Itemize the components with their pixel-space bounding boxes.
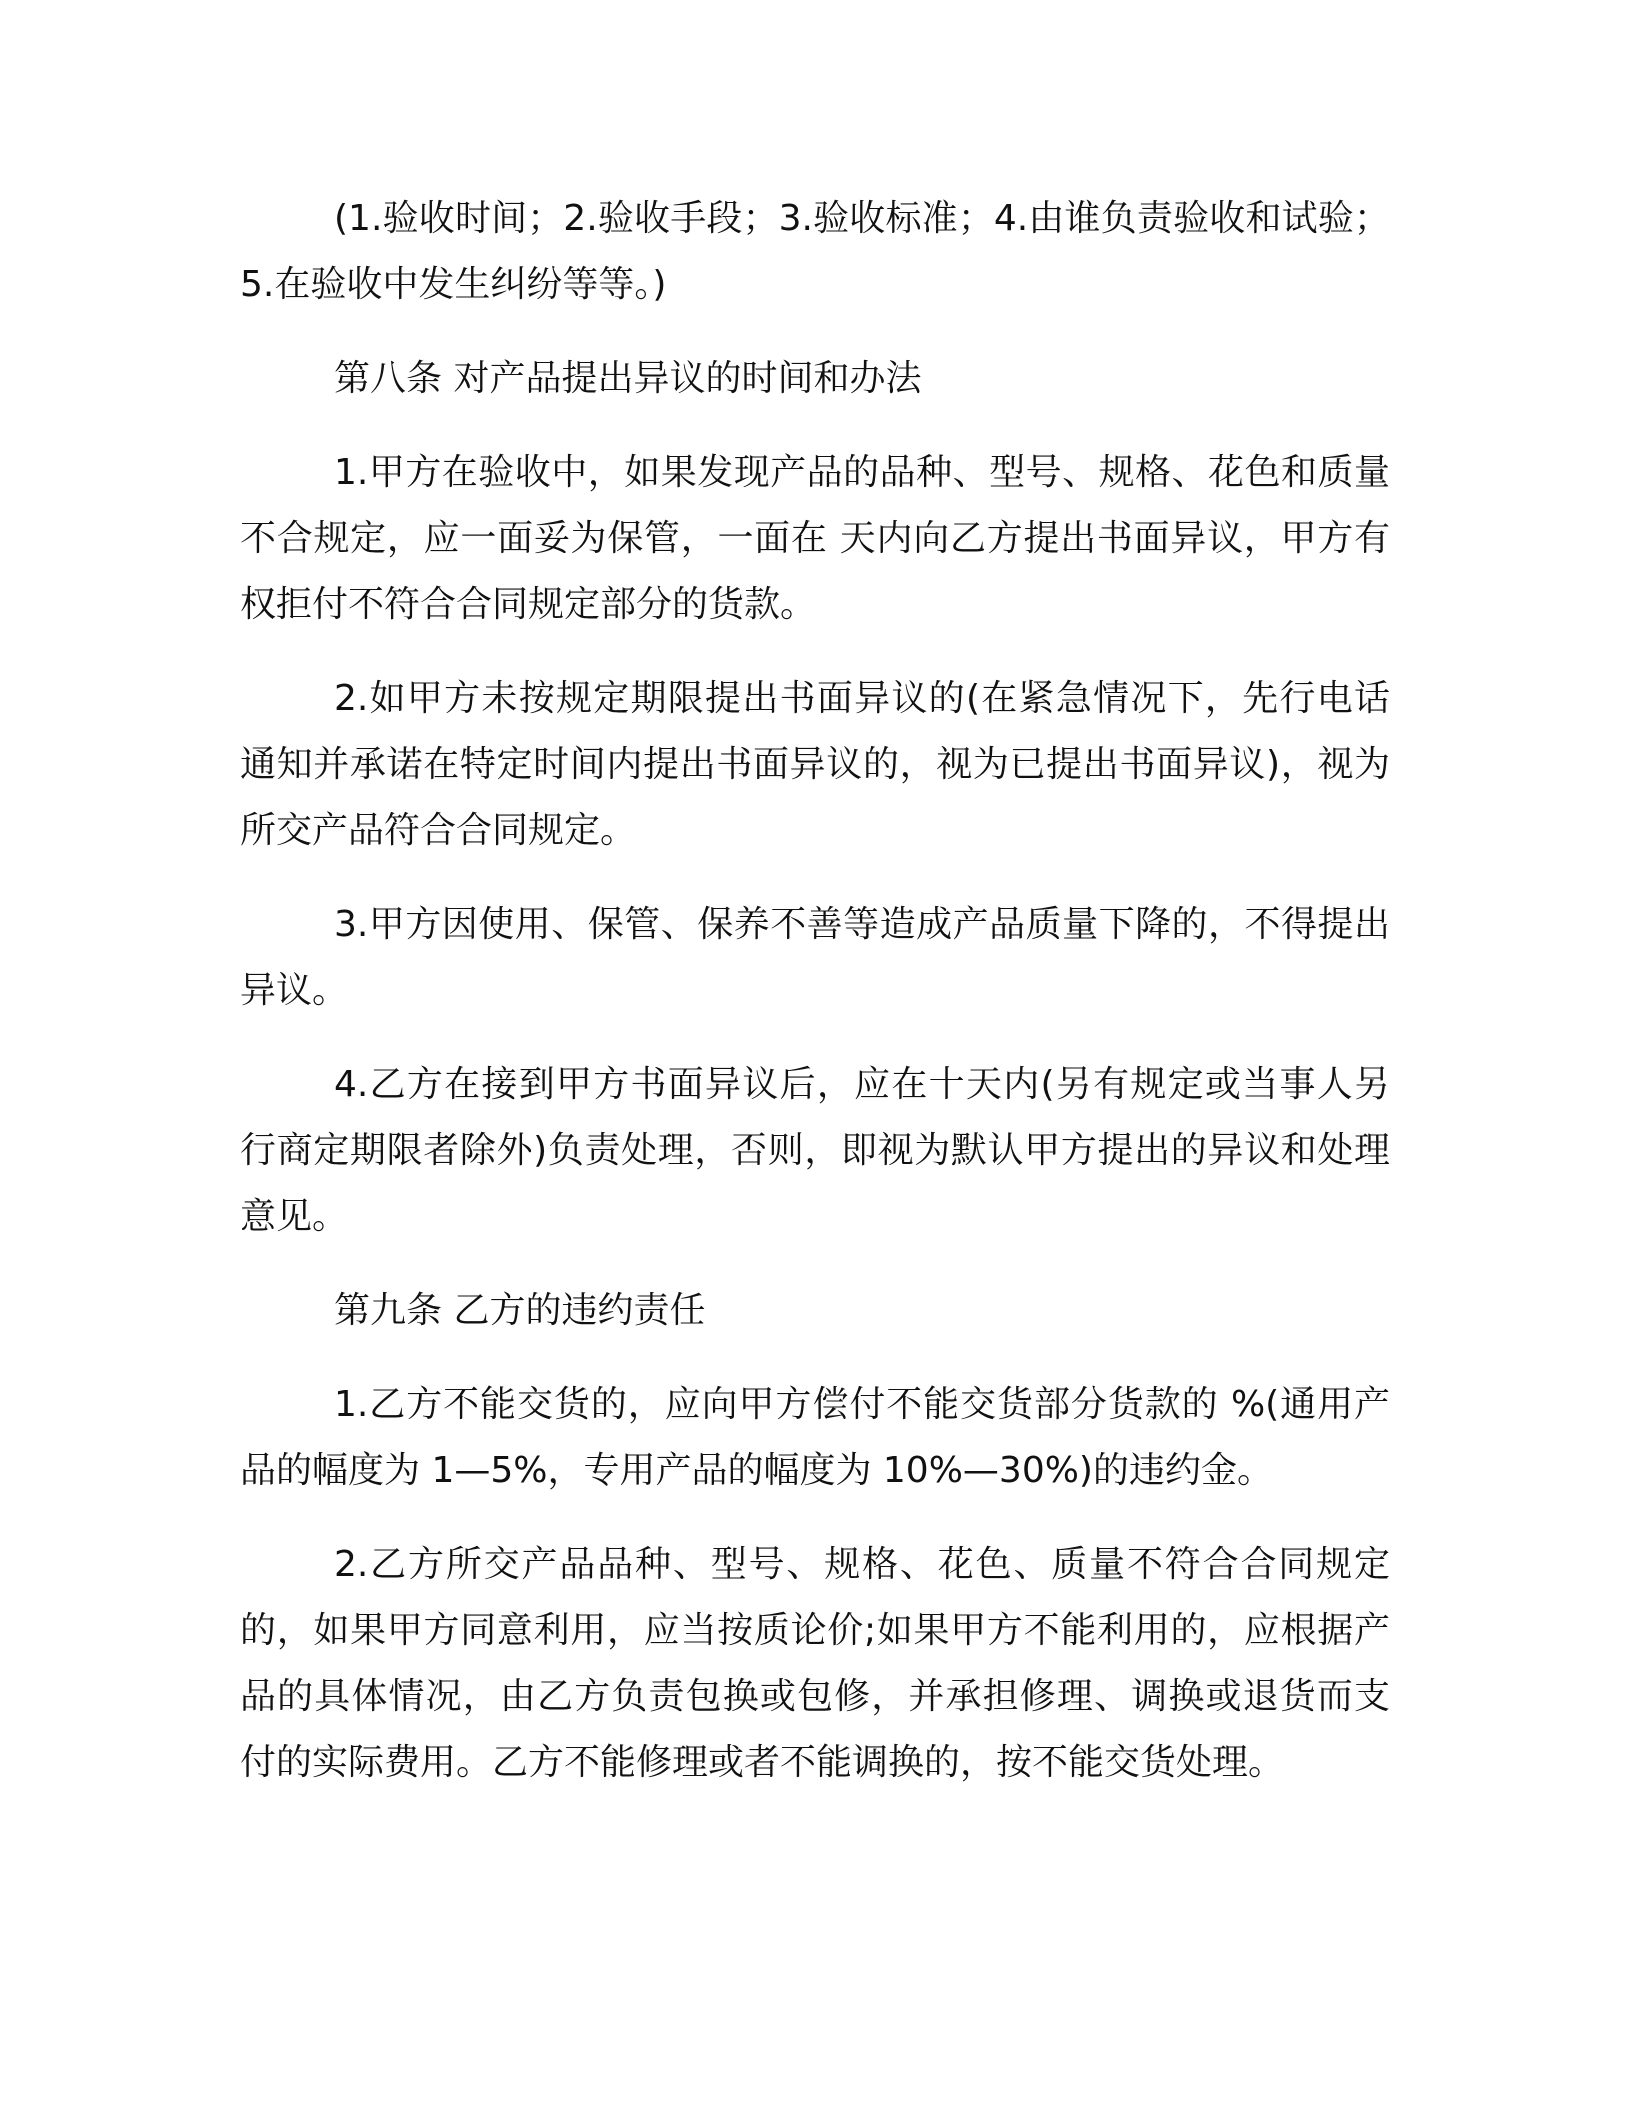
article-8-heading: 第八条 对产品提出异议的时间和办法	[334, 358, 922, 399]
article-9-clause-2: 2.乙方所交产品品种、型号、规格、花色、质量不符合合同规定的，如果甲方同意利用，应当按质论价;如果甲方不能利用的，应根据产品的具体情况，由乙方负责包换或包修，并承担修理、调换或退货而支付的实际费用。乙方不能修理或者不能调换的，按不能交货处理。	[240, 1544, 1390, 1783]
article-9-heading: 第九条 乙方的违约责任	[334, 1290, 706, 1331]
article-8-clause-4: 4.乙方在接到甲方书面异议后，应在十天内(另有规定或当事人另行商定期限者除外)负责处理，否则，即视为默认甲方提出的异议和处理意见。	[240, 1064, 1390, 1237]
article-8-clause-3: 3.甲方因使用、保管、保养不善等造成产品质量下降的，不得提出异议。	[240, 904, 1390, 1011]
article-9-clause-1: 1.乙方不能交货的，应向甲方偿付不能交货部分货款的 %(通用产品的幅度为 1—5%，专用产品的幅度为 10%—30%)的违约金。	[240, 1384, 1390, 1491]
article-8-clause-1: 1.甲方在验收中，如果发现产品的品种、型号、规格、花色和质量不合规定，应一面妥为保管，一面在 天内向乙方提出书面异议，甲方有权拒付不符合合同规定部分的货款。	[240, 452, 1390, 625]
acceptance-items-paragraph: (1.验收时间；2.验收手段；3.验收标准；4.由谁负责验收和试验；5.在验收中发生纠纷等等。)	[240, 198, 1390, 305]
article-8-clause-2: 2.如甲方未按规定期限提出书面异议的(在紧急情况下，先行电话通知并承诺在特定时间内提出书面异议的，视为已提出书面异议)，视为所交产品符合合同规定。	[240, 678, 1390, 851]
document-body	[240, 186, 1390, 1824]
